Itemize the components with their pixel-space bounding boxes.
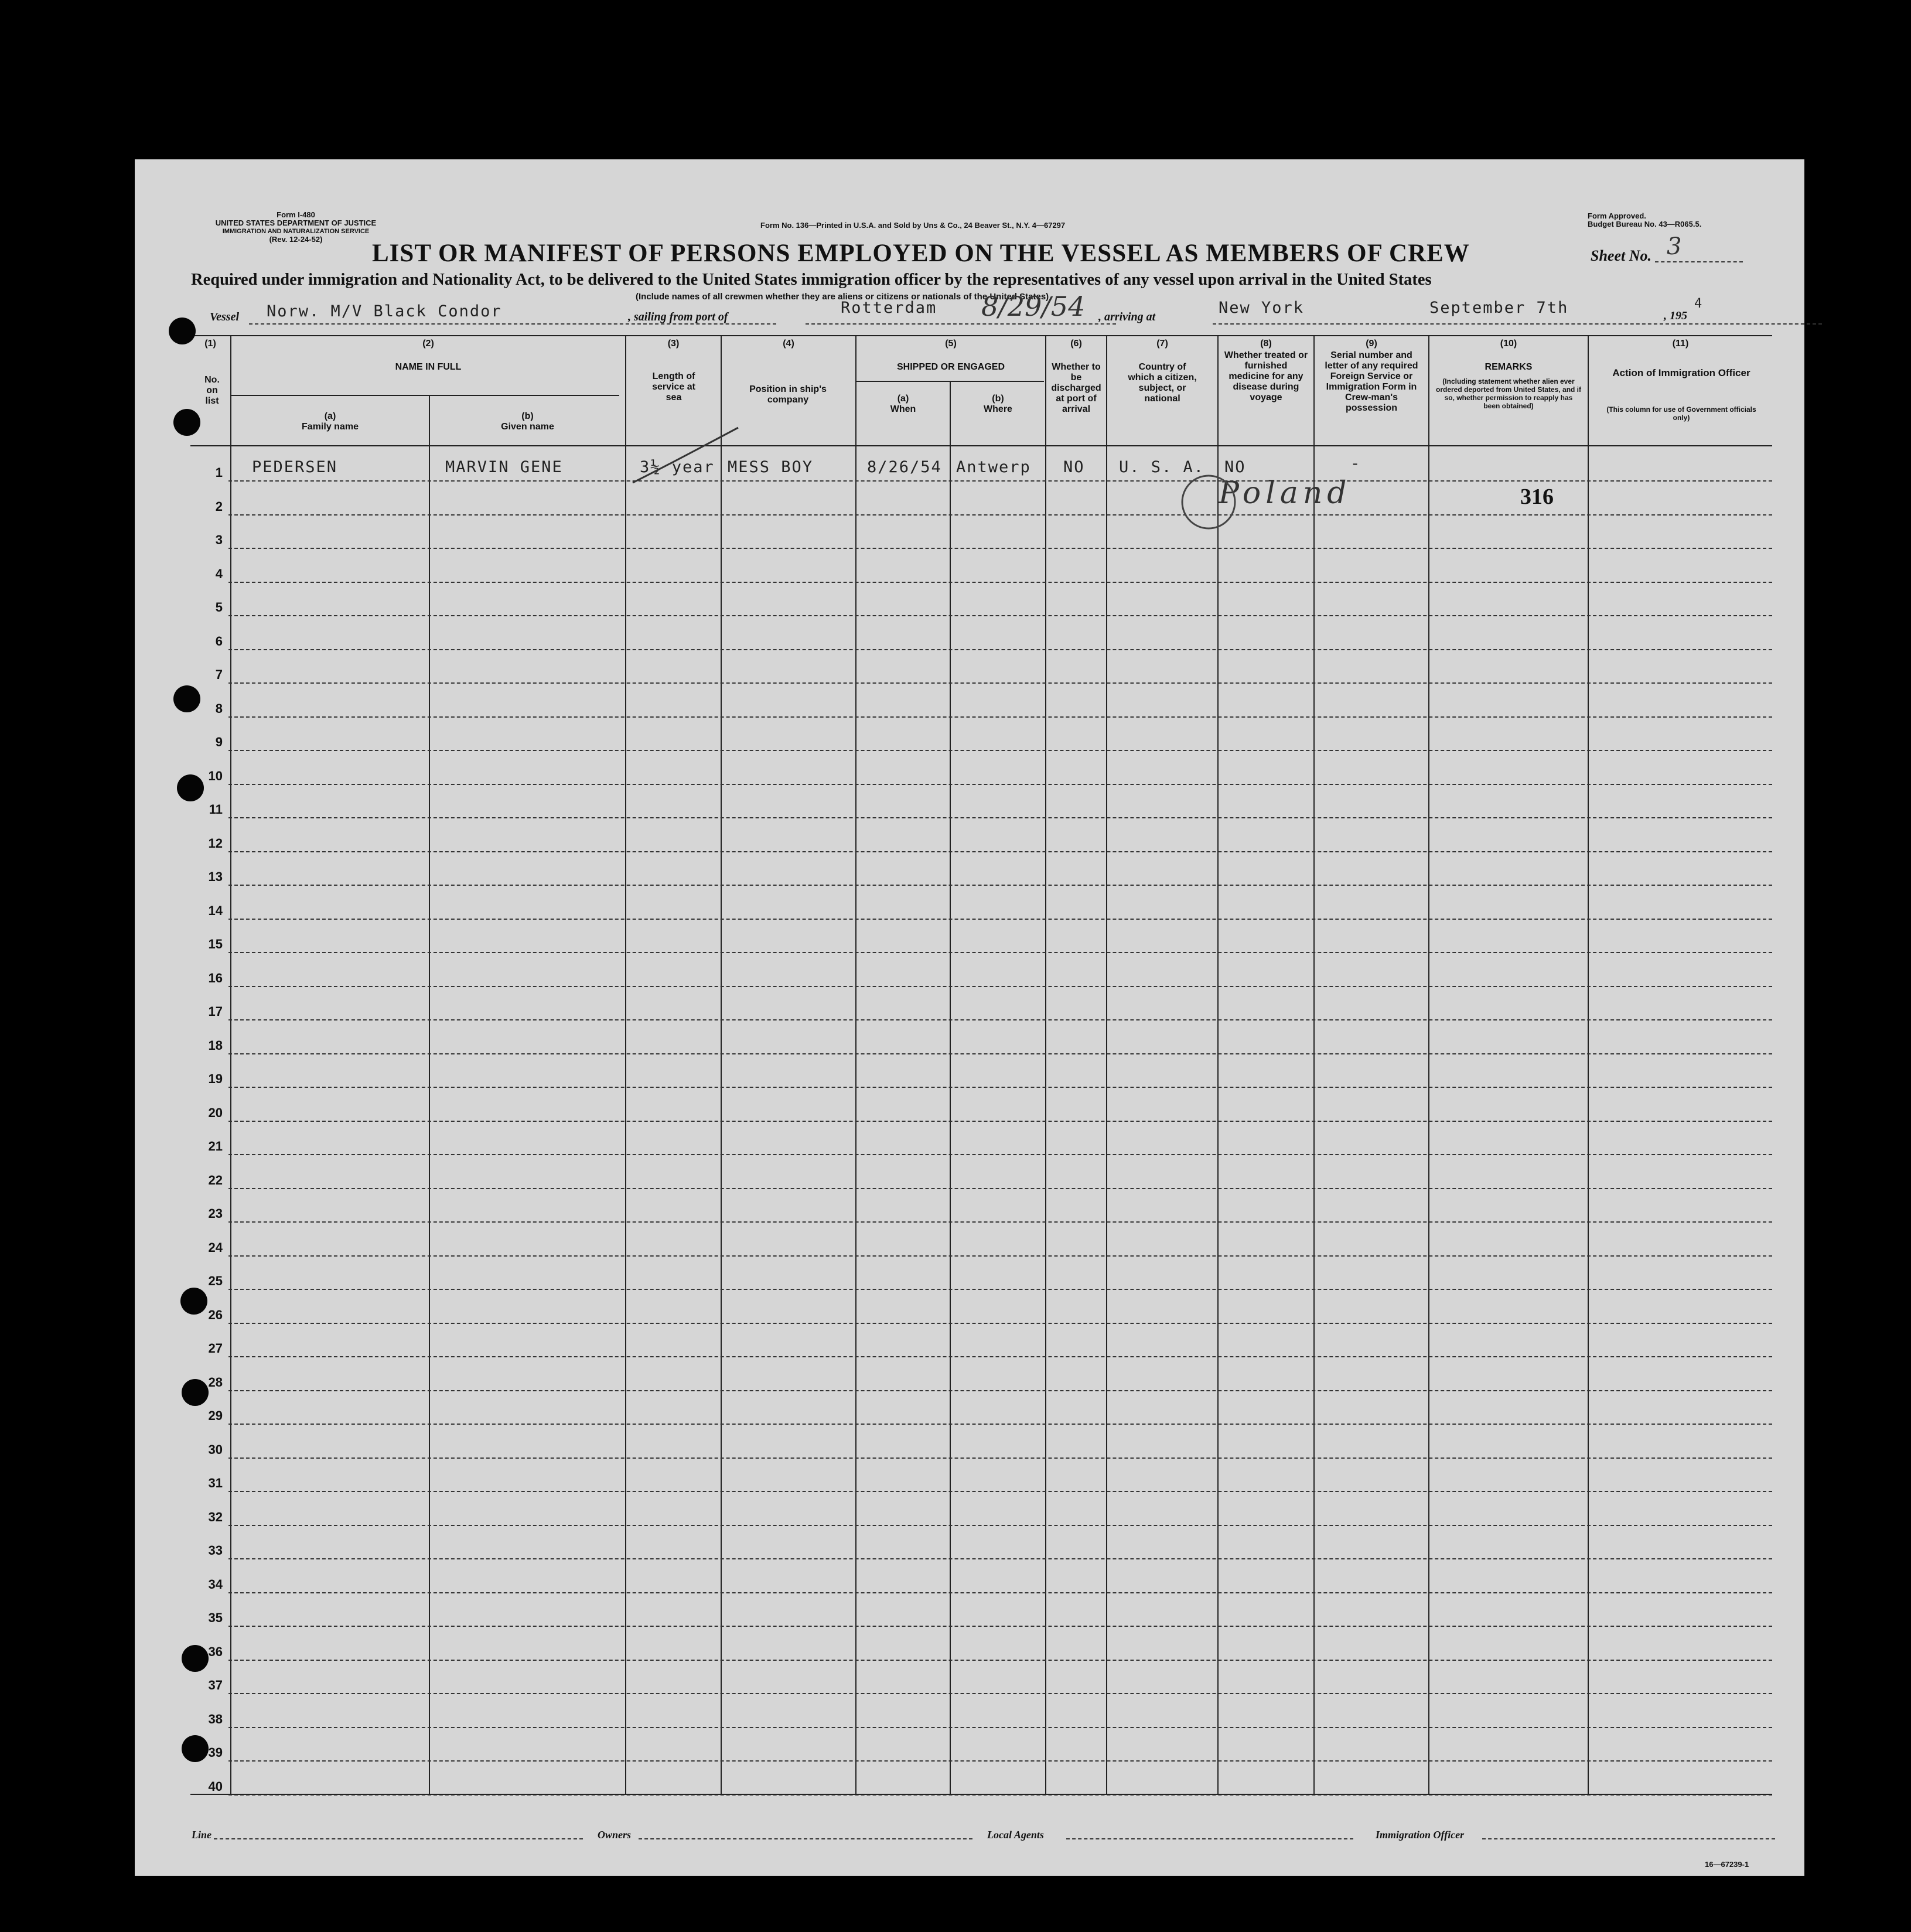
col5a-header: (a) When (890, 394, 916, 414)
col5-header: SHIPPED OR ENGAGED (896, 362, 1005, 372)
budget-bureau: Budget Bureau No. 43—R065.5. (1588, 220, 1702, 228)
row-number: 8 (215, 701, 223, 716)
table-row (135, 515, 1804, 549)
row-number: 30 (208, 1442, 223, 1457)
vessel-name: Norw. M/V Black Condor (267, 302, 502, 320)
row-number: 27 (208, 1341, 223, 1356)
shipped-when-1: 8/26/54 (867, 458, 942, 476)
punch-hole (177, 774, 204, 801)
departure-port: Rotterdam (841, 299, 937, 317)
arrival-line (1213, 296, 1822, 325)
table-row (135, 1694, 1804, 1728)
length-of-service-1: 3½ year (640, 458, 715, 476)
col2-num: (2) (422, 339, 434, 349)
table-row (135, 582, 1804, 616)
table-row (135, 1088, 1804, 1122)
row-number: 12 (208, 835, 223, 851)
row-number: 14 (208, 903, 223, 918)
punch-hole (182, 1645, 209, 1672)
row-number: 32 (208, 1509, 223, 1524)
sailing-label: , sailing from port of (628, 310, 728, 323)
sheet-label: Sheet No. (1591, 247, 1651, 264)
col3-num: (3) (667, 339, 680, 349)
punch-hole (169, 318, 196, 344)
table-bottom-rule (190, 1794, 1772, 1795)
subtitle: Required under immigration and Nationality Act, to be delivered to the United States immigration officer by the representatives of any vessel upon arrival in the United States (191, 271, 1432, 289)
row-number: 34 (208, 1576, 223, 1592)
col3-header: Length of service at sea (652, 371, 695, 402)
treated-1: NO (1224, 458, 1246, 476)
row-number: 28 (208, 1374, 223, 1390)
sheet-number: 3 (1667, 233, 1682, 260)
table-row (135, 1290, 1804, 1324)
row-number: 19 (208, 1071, 223, 1086)
row-number: 6 (215, 633, 223, 648)
row-number: 3 (215, 533, 223, 547)
table-row (135, 1593, 1804, 1627)
table-row (135, 482, 1804, 516)
table-row (135, 1155, 1804, 1189)
table-row (135, 1525, 1804, 1559)
punch-hole (182, 1379, 209, 1406)
col11-note: (This column for use of Government officials only) (1606, 405, 1756, 422)
table-top-rule (190, 335, 1772, 336)
row-number: 5 (215, 600, 223, 615)
punch-hole (173, 685, 200, 712)
col10-num: (10) (1500, 339, 1517, 349)
arrival-port: New York (1219, 299, 1305, 317)
table-row (135, 1660, 1804, 1694)
col1-header: No. on list (204, 375, 220, 406)
owners-field (639, 1838, 972, 1839)
row-number: 21 (208, 1139, 223, 1153)
col6-num: (6) (1070, 339, 1082, 349)
table-row (135, 818, 1804, 852)
row-number: 22 (208, 1172, 223, 1187)
punch-hole (182, 1735, 209, 1762)
service: IMMIGRATION AND NATURALIZATION SERVICE (222, 228, 370, 235)
col9-header: Serial number and letter of any required Foreign Service or Immigration Form in Crew-man's possession (1325, 350, 1418, 413)
table-row (135, 1559, 1804, 1593)
remarks-number: 316 (1520, 484, 1554, 509)
col6-header: Whether to be discharged at port of arrival (1051, 362, 1101, 414)
col2a-header: (a) Family name (302, 411, 359, 432)
table-row (135, 1256, 1804, 1290)
agents-label: Local Agents (987, 1829, 1044, 1841)
row-number: 33 (208, 1543, 223, 1558)
punch-hole (180, 1288, 207, 1315)
arriving-label: , arriving at (1098, 310, 1156, 323)
row-number: 37 (208, 1678, 223, 1692)
row-number: 24 (208, 1240, 223, 1255)
row-number: 16 (208, 970, 223, 985)
table-row (135, 852, 1804, 886)
table-row (135, 616, 1804, 650)
manifest-page (135, 159, 1804, 1876)
row-number: 29 (208, 1408, 223, 1423)
name-subrule (231, 395, 619, 396)
row-number: 1 (215, 465, 223, 480)
department: UNITED STATES DEPARTMENT OF JUSTICE (215, 219, 377, 227)
include-note: (Include names of all crewmen whether they are aliens or citizens or nationals of the United States) (636, 292, 1049, 302)
row-number: 10 (208, 768, 223, 783)
form-approved: Form Approved. (1588, 211, 1646, 220)
row-number: 2 (215, 499, 223, 514)
row-number: 23 (208, 1206, 223, 1221)
country-1: U. S. A. (1119, 458, 1205, 476)
col5b-header: (b) Where (984, 394, 1012, 414)
row-number: 7 (215, 667, 223, 682)
table-row (135, 919, 1804, 953)
col8-header: Whether treated or furnished medicine for any disease during voyage (1224, 350, 1308, 402)
col1-num: (1) (204, 339, 216, 349)
handwritten-country: Poland (1219, 476, 1352, 511)
row-number: 25 (208, 1274, 223, 1288)
table-row (135, 987, 1804, 1020)
table-row (135, 717, 1804, 751)
table-row (135, 1458, 1804, 1492)
owners-label: Owners (598, 1829, 632, 1841)
family-name-1: PEDERSEN (252, 458, 338, 476)
sheet-line (1655, 233, 1743, 262)
row-number: 9 (215, 735, 223, 749)
row-number: 15 (208, 937, 223, 951)
row-number: 31 (208, 1476, 223, 1490)
agents-field (1066, 1838, 1353, 1839)
table-row (135, 751, 1804, 785)
table-row (135, 1391, 1804, 1425)
table-row (135, 684, 1804, 718)
serial-1: - (1350, 455, 1361, 473)
officer-label: Immigration Officer (1376, 1829, 1465, 1841)
handwritten-date: 8/29/54 (981, 291, 1086, 322)
table-row (135, 549, 1804, 583)
discharged-1: NO (1063, 458, 1085, 476)
table-row (135, 1425, 1804, 1459)
col4-header: Position in ship's company (749, 384, 827, 405)
form-code: 16—67239-1 (1705, 1860, 1749, 1869)
form-number: Form I-480 (277, 210, 315, 219)
col10-header: REMARKS (1485, 362, 1533, 372)
vessel-label: Vessel (210, 310, 239, 323)
col4-num: (4) (783, 339, 794, 349)
page-title: LIST OR MANIFEST OF PERSONS EMPLOYED ON THE VESSEL AS MEMBERS OF CREW (372, 240, 1470, 267)
position-1: MESS BOY (728, 458, 814, 476)
table-row (135, 1054, 1804, 1088)
row-number: 20 (208, 1105, 223, 1120)
table-row (135, 1357, 1804, 1391)
col9-num: (9) (1366, 339, 1377, 349)
line-label: Line (192, 1829, 211, 1841)
col8-num: (8) (1260, 339, 1272, 349)
table-row (135, 1323, 1804, 1357)
printer-note: Form No. 136—Printed in U.S.A. and Sold by Uns & Co., 24 Beaver St., N.Y. 4—67297 (760, 221, 1066, 230)
row-number: 17 (208, 1004, 223, 1019)
col11-num: (11) (1672, 339, 1689, 349)
row-number: 36 (208, 1644, 223, 1659)
col10-note: (Including statement whether alien ever ordered deported from United States, and if so, whether permission to reapply has been obtained) (1435, 377, 1582, 410)
officer-field (1482, 1838, 1775, 1839)
row-number: 40 (208, 1779, 223, 1794)
strike-mark (627, 424, 744, 489)
table-row (135, 1223, 1804, 1257)
given-name-1: MARVIN GENE (445, 458, 563, 476)
col11-header: Action of Immigration Officer (1612, 367, 1750, 378)
col2b-header: (b) Given name (501, 411, 554, 432)
table-row (135, 1121, 1804, 1155)
arrival-date: September 7th (1429, 299, 1569, 317)
row-number: 4 (215, 566, 223, 581)
revision: (Rev. 12-24-52) (269, 235, 323, 244)
crew-table-body (135, 448, 1804, 1795)
row-number: 38 (208, 1711, 223, 1726)
handwritten-circle (1176, 470, 1241, 534)
row-number: 18 (208, 1037, 223, 1053)
row-number: 11 (209, 802, 223, 817)
header-bottom-rule (190, 445, 1772, 446)
row-number: 26 (208, 1307, 223, 1322)
table-row (135, 1020, 1804, 1054)
col5-num: (5) (945, 339, 957, 349)
table-row (135, 886, 1804, 920)
punch-hole (173, 409, 200, 436)
table-row (135, 953, 1804, 987)
row-number: 39 (208, 1745, 223, 1760)
col7-num: (7) (1156, 339, 1168, 349)
year-prefix: , 195 (1664, 309, 1687, 322)
shipped-where-1: Antwerp (956, 458, 1031, 476)
table-row (135, 1762, 1804, 1796)
table-row (135, 650, 1804, 684)
table-row (135, 1627, 1804, 1661)
table-row (135, 1492, 1804, 1526)
table-row (135, 1189, 1804, 1223)
table-row (135, 1728, 1804, 1762)
row-number: 13 (208, 869, 223, 884)
table-row (135, 784, 1804, 818)
year-suffix: 4 (1694, 296, 1704, 311)
row-number: 35 (208, 1610, 223, 1625)
line-field (214, 1838, 583, 1839)
col2-header: NAME IN FULL (395, 362, 462, 372)
col7-header: Country of which a citizen, subject, or national (1128, 362, 1197, 404)
